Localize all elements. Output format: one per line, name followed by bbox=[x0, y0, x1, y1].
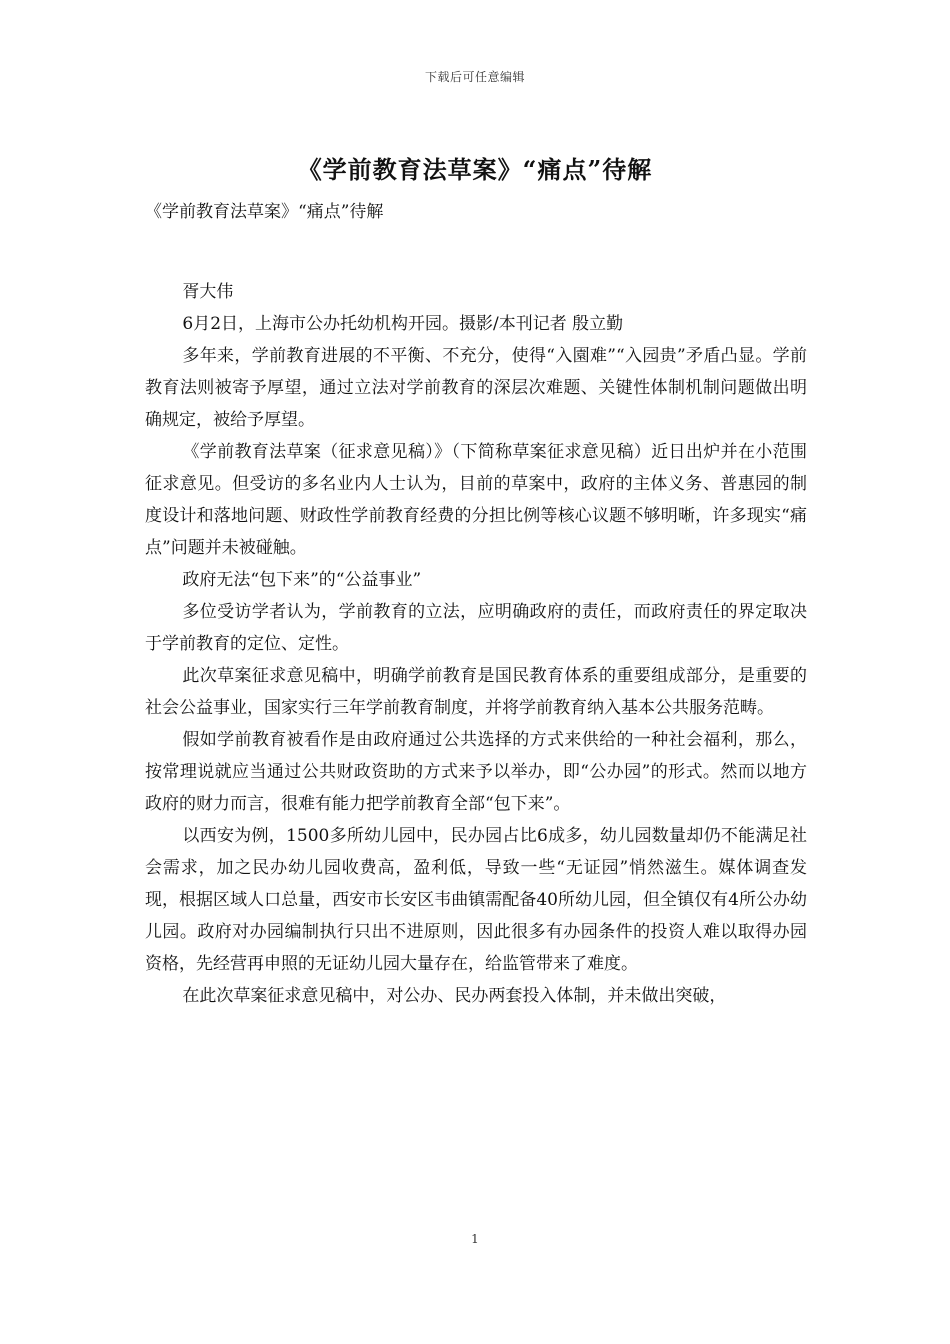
section-heading: 政府无法“包下来”的“公益事业” bbox=[182, 570, 422, 590]
subtitle-line: 《学前教育法草案》“痛点”待解 bbox=[145, 202, 384, 222]
paragraph: 多位受访学者认为，学前教育的立法，应明确政府的责任，而政府责任的界定取决于学前教育的定位、定性。 bbox=[145, 602, 807, 654]
page-header: 下载后可任意编辑 bbox=[424, 70, 525, 84]
page-number: 1 bbox=[471, 1232, 479, 1246]
author-line: 胥大伟 bbox=[182, 282, 234, 302]
paragraph: 多年来，学前教育进展的不平衡、不充分，使得“入園难”“入园贵”矛盾凸显。学前教育法则被寄予厚望，通过立法对学前教育的深层次难题、关键性体制机制问题做出明确规定，被给予厚望。 bbox=[145, 346, 807, 430]
paragraph: 在此次草案征求意见稿中，对公办、民办两套投入体制，并未做出突破， bbox=[182, 986, 727, 1006]
paragraph: 以西安为例，1500多所幼儿园中，民办园占比6成多，幼儿园数量却仍不能满足社会需求，加之民办幼儿园收费高，盈利低，导致一些“无证园”悄然滋生。媒体调查发现，根据区域人口总量，西安市长安区韦曲镇需配备40所幼儿园，但全镇仅有4所公办幼儿园。政府对办园编制执行只出不进原则，因此很多有办园条件的投资人难以取得办园资格，先经营再申照的无证幼儿园大量存在，给监管带来了难度。 bbox=[145, 826, 807, 974]
paragraph: 假如学前教育被看作是由政府通过公共选择的方式来供给的一种社会福利，那么，按常理说就应当通过公共财政资助的方式来予以举办，即“公办园”的形式。然而以地方政府的财力而言，很难有能力把学前教育全部“包下来”。 bbox=[145, 730, 807, 814]
document-body bbox=[145, 196, 807, 1012]
paragraph: 此次草案征求意见稿中，明确学前教育是国民教育体系的重要组成部分，是重要的社会公益事业，国家实行三年学前教育制度，并将学前教育纳入基本公共服务范畴。 bbox=[145, 666, 807, 718]
paragraph: 《学前教育法草案（征求意见稿）》（下简称草案征求意见稿）近日出炉并在小范围征求意见。但受访的多名业内人士认为，目前的草案中，政府的主体义务、普惠园的制度设计和落地问题、财政性学前教育经费的分担比例等核心议题不够明晰，许多现实“痛点”问题并未被碰触。 bbox=[145, 442, 807, 558]
photo-caption: 6月2日，上海市公办托幼机构开园。摄影/本刊记者 殷立勤 bbox=[182, 314, 624, 334]
document-title: 《学前教育法草案》“痛点”待解 bbox=[297, 155, 653, 184]
blank-spacer bbox=[145, 228, 807, 276]
